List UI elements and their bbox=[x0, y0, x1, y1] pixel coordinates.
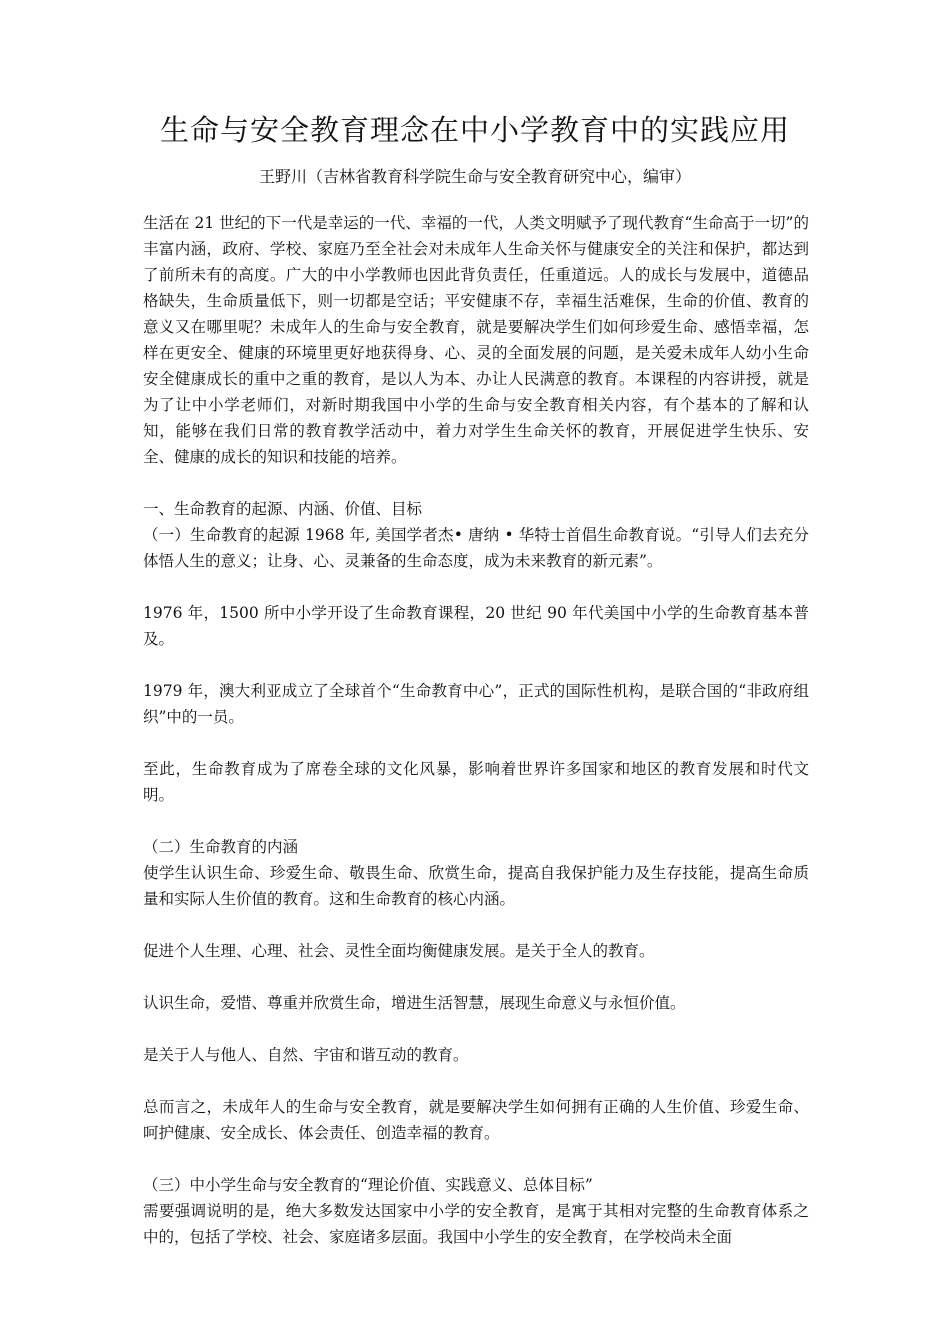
section-1-heading: 一、生命教育的起源、内涵、价值、目标 bbox=[143, 500, 423, 518]
subsection-3-paragraph: 需要强调说明的是，绝大多数发达国家中小学的安全教育，是寓于其相对完整的生命教育体系之中的，包括了学校、社会、家庭诸多层面。我国中小学生的安全教育，在学校尚未全面 bbox=[143, 1202, 809, 1246]
paragraph-1979: 1979 年，澳大利亚成立了全球首个“生命教育中心”，正式的国际性机构，是联合国的“非政府组织”中的一员。 bbox=[143, 682, 809, 726]
paragraph-recognize: 认识生命，爱惜、尊重并欣赏生命，增进生活智慧，展现生命意义与永恒价值。 bbox=[143, 994, 686, 1012]
paragraph-global-storm: 至此，生命教育成为了席卷全球的文化风暴，影响着世界许多国家和地区的教育发展和时代文明。 bbox=[143, 760, 809, 804]
author-line: 王野川（吉林省教育科学院生命与安全教育研究中心，编审） bbox=[258, 167, 691, 186]
document-title: 生命与安全教育理念在中小学教育中的实践应用 bbox=[159, 113, 790, 147]
paragraph-harmony: 是关于人与他人、自然、宇宙和谐互动的教育。 bbox=[143, 1046, 469, 1064]
subsection-2-paragraph: 使学生认识生命、珍爱生命、敬畏生命、欣赏生命，提高自我保护能力及生存技能，提高生命质量和实际人生价值的教育。这和生命教育的核心内涵。 bbox=[143, 864, 809, 908]
paragraph-summary: 总而言之，未成年人的生命与安全教育，就是要解决学生如何拥有正确的人生价值、珍爱生命、呵护健康、安全成长、体会责任、创造幸福的教育。 bbox=[143, 1098, 809, 1142]
paragraph-promote: 促进个人生理、心理、社会、灵性全面均衡健康发展。是关于全人的教育。 bbox=[143, 942, 655, 960]
intro-paragraph: 生活在 21 世纪的下一代是幸运的一代、幸福的一代，人类文明赋予了现代教育“生命高于一切”的丰富内涵，政府、学校、家庭乃至全社会对未成年人生命关怀与健康安全的关注和保护，都达到了前所未有的高度。广大的中小学教师也因此背负责任，任重道远。人的成长与发展中，道德品格缺失，生命质量低下，则一切都是空话；平安健康不存，幸福生活难保，生命的价值、教育的意义又在哪里呢？未成年人的生命与安全教育，就是要解决学生们如何珍爱生命、感悟幸福，怎样在更安全、健康的环境里更好地获得身、心、灵的全面发展的问题，是关爱未成年人幼小生命安全健康成长的重中之重的教育，是以人为本、办让人民满意的教育。本课程的内容讲授，就是为了让中小学老师们，对新时期我国中小学的生命与安全教育相关内容，有个基本的了解和认知，能够在我们日常的教育教学活动中，着力对学生生命关怀的教育，开展促进学生快乐、安全、健康的成长的知识和技能的培养。 bbox=[143, 214, 809, 466]
subsection-1-paragraph: （一）生命教育的起源 1968 年, 美国学者杰• 唐纳 • 华特士首倡生命教育说。“引导人们去充分体悟人生的意义；让身、心、灵兼备的生命态度，成为未来教育的新元素”。 bbox=[143, 526, 809, 570]
document-body bbox=[143, 210, 809, 1250]
subsection-2-heading: （二）生命教育的内涵 bbox=[143, 838, 299, 856]
subsection-3-heading: （三）中小学生命与安全教育的“理论价值、实践意义、总体目标” bbox=[143, 1176, 593, 1194]
paragraph-1976: 1976 年，1500 所中小学开设了生命教育课程，20 世纪 90 年代美国中小学的生命教育基本普及。 bbox=[143, 604, 809, 648]
